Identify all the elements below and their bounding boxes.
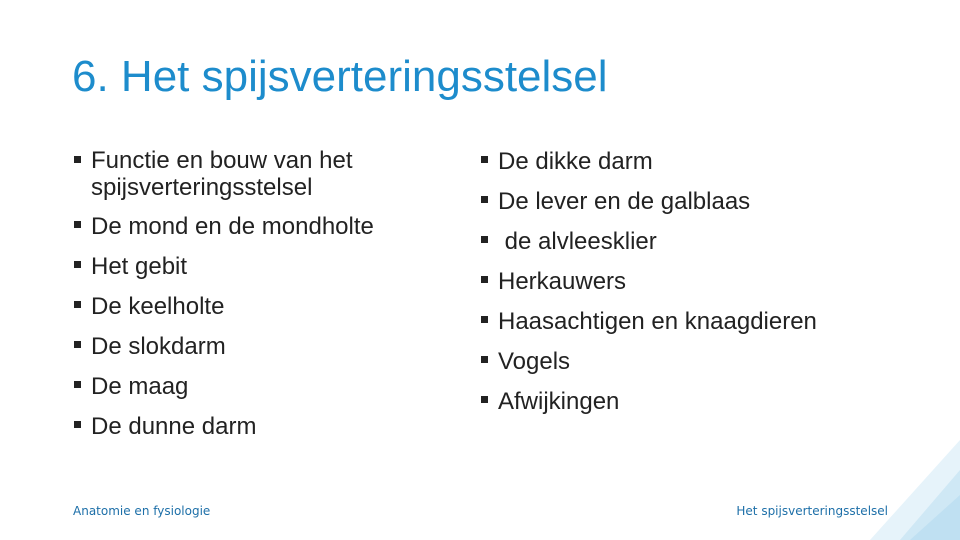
list-item [74,147,444,201]
bullet-icon [481,356,488,363]
list-item-label: Herkauwers [498,268,627,295]
bullet-icon [481,236,488,243]
list-item [481,347,901,376]
bullet-icon [74,341,81,348]
list-item [481,187,901,216]
slide-title: 6. Het spijsverteringsstelsel [72,52,608,101]
corner-decoration [780,440,960,540]
left-topic-list [74,147,444,452]
list-item-label: De maag [91,373,189,400]
bullet-icon [481,396,488,403]
list-item [481,307,901,336]
list-item-label: Het gebit [91,253,188,280]
footer-chapter-name: Het spijsverteringsstelsel [736,504,888,518]
bullet-icon [481,276,488,283]
list-item-label: Vogels [498,348,571,375]
list-item [481,147,901,176]
list-item-label: De keelholte [91,293,225,320]
list-item [481,267,901,296]
list-item [74,412,444,441]
bullet-icon [481,156,488,163]
list-item [481,387,901,416]
list-item-label: de alvleesklier [498,228,657,255]
right-topic-list [481,147,901,427]
bullet-icon [481,316,488,323]
bullet-icon [74,156,81,163]
list-item-label: Functie en bouw van het spijsverteringsstelsel [91,147,353,201]
list-item-label: De dikke darm [498,148,653,175]
list-item [74,252,444,281]
list-item [74,212,444,241]
bullet-icon [74,261,81,268]
list-item [74,292,444,321]
list-item [481,227,901,256]
list-item-label: De mond en de mondholte [91,213,374,240]
bullet-icon [481,196,488,203]
list-item-label: De slokdarm [91,333,226,360]
bullet-icon [74,301,81,308]
list-item-label: Haasachtigen en knaagdieren [498,308,817,335]
list-item-label: Afwijkingen [498,388,620,415]
list-item [74,332,444,361]
bullet-icon [74,221,81,228]
bullet-icon [74,421,81,428]
list-item [74,372,444,401]
footer-course-name: Anatomie en fysiologie [73,504,211,518]
list-item-label: De lever en de galblaas [498,188,751,215]
list-item-label: De dunne darm [91,413,257,440]
bullet-icon [74,381,81,388]
